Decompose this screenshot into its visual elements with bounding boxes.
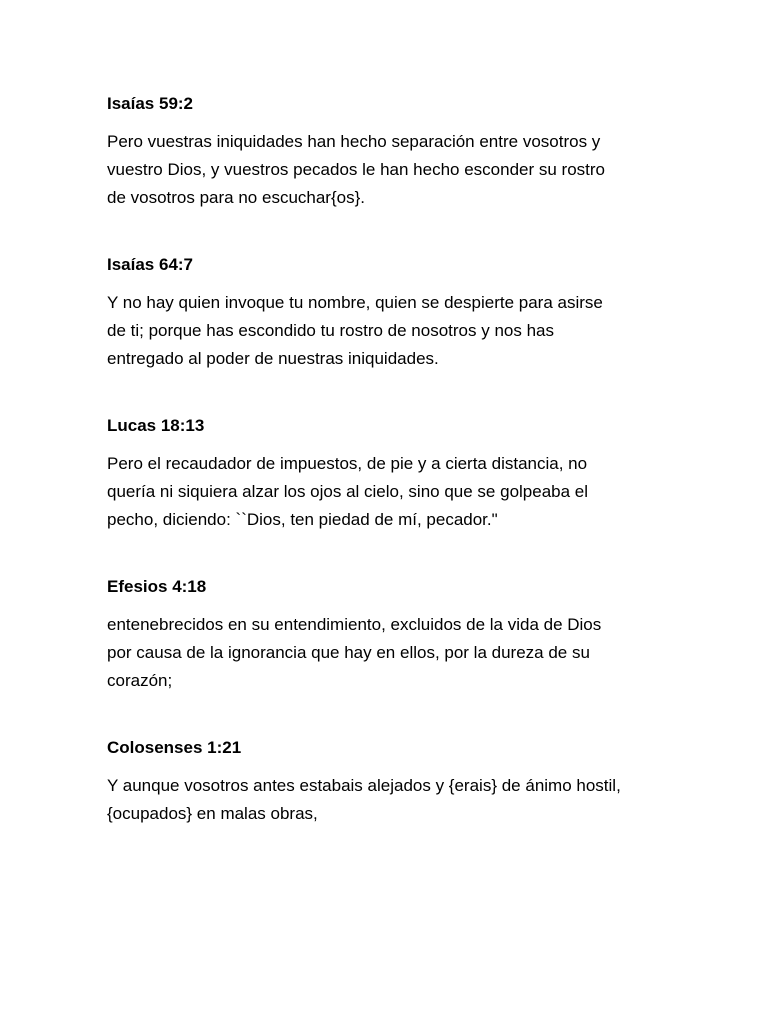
verse-reference: Colosenses 1:21 xyxy=(107,738,242,757)
verse-reference: Lucas 18:13 xyxy=(107,416,205,435)
verse-entry xyxy=(107,91,687,212)
verse-entry xyxy=(107,735,687,828)
verse-text: entenebrecidos en su entendimiento, excluidos de la vida de Dios por causa de la ignorancia que hay en ellos, por la dureza de su corazón; xyxy=(107,615,602,690)
verse-reference: Isaías 64:7 xyxy=(107,255,194,274)
verse-text: Y aunque vosotros antes estabais alejados y {erais} de ánimo hostil, {ocupados} en malas obras, xyxy=(107,776,621,823)
verse-entry xyxy=(107,252,687,373)
verse-text: Pero vuestras iniquidades han hecho separación entre vosotros y vuestro Dios, y vuestros pecados le han hecho esconder su rostro de vosotros para no escuchar{os}. xyxy=(107,132,605,207)
document-page xyxy=(107,91,687,868)
verse-entry xyxy=(107,413,687,534)
verse-text: Pero el recaudador de impuestos, de pie y a cierta distancia, no quería ni siquiera alzar los ojos al cielo, sino que se golpeaba el pecho, diciendo: ``Dios, ten piedad de mí, pecador." xyxy=(107,454,589,529)
verse-reference: Efesios 4:18 xyxy=(107,577,207,596)
verse-text: Y no hay quien invoque tu nombre, quien se despierte para asirse de ti; porque has escondido tu rostro de nosotros y nos has entregado al poder de nuestras iniquidades. xyxy=(107,293,603,368)
verse-entry xyxy=(107,574,687,695)
verse-reference: Isaías 59:2 xyxy=(107,94,194,113)
